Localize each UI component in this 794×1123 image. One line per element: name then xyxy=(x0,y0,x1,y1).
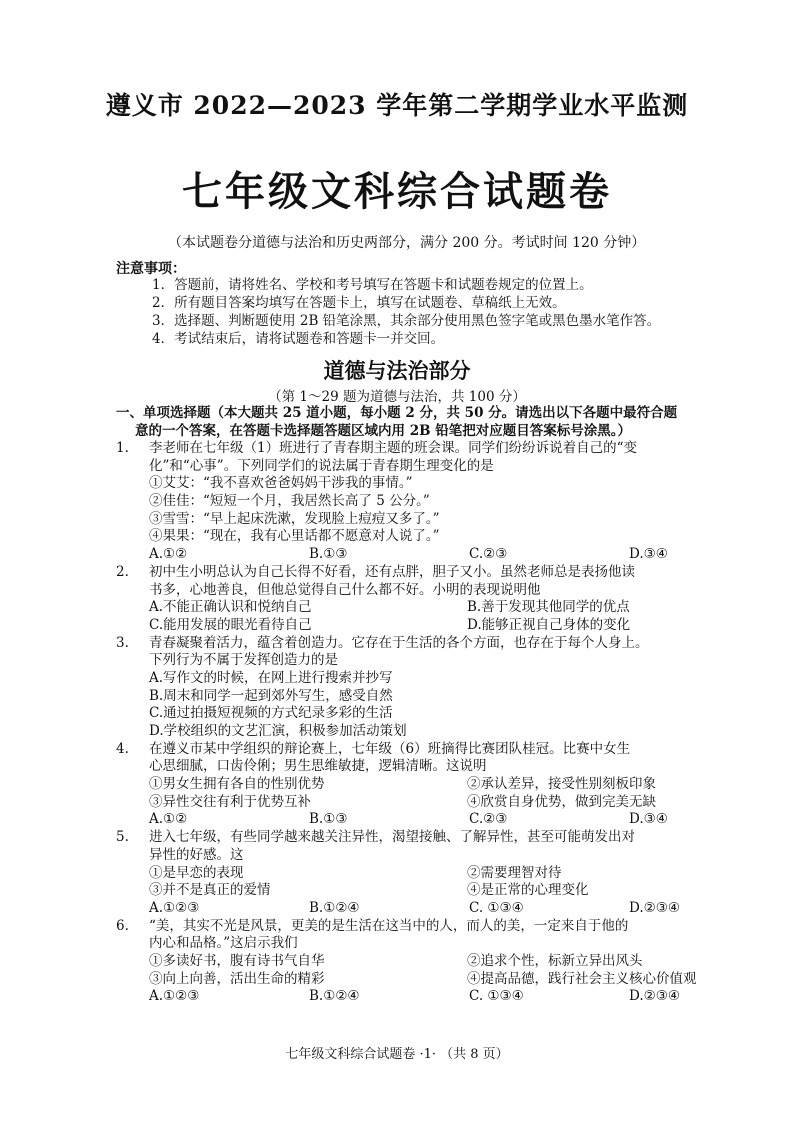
question-3 xyxy=(116,635,736,741)
option-statement: ①男女生拥有各自的性别优势 xyxy=(149,776,325,793)
question-text-line: 心思细腻，口齿伶俐；男生思维敏捷，逻辑清晰。这说明 xyxy=(149,758,487,775)
part-instructions xyxy=(116,404,716,440)
question-text-line: 内心和品格。”这启示我们 xyxy=(149,935,298,952)
question-text-line: 异性的好感。这 xyxy=(149,846,244,863)
question-text-line: 进入七年级，有些同学越来越关注异性，渴望接触、了解异性，甚至可能萌发出对 xyxy=(149,829,635,846)
answer-option: D.③④ xyxy=(629,811,668,828)
answer-option: D.③④ xyxy=(629,546,668,563)
notes-list xyxy=(152,276,752,348)
option-statement: ②追求个性，标新立异出风头 xyxy=(467,952,643,969)
question-text-line: 下列行为不属于发挥创造力的是 xyxy=(149,652,338,669)
option-statement: D.能够正视自己身体的变化 xyxy=(467,616,631,633)
question-text-line: D.学校组织的文艺汇演，积极参加活动策划 xyxy=(149,723,407,739)
question-1 xyxy=(116,440,736,564)
question-list xyxy=(116,440,736,1006)
question-text-line: B.周末和同学一起到郊外写生，感受自然 xyxy=(149,687,393,704)
option-statement: ④是正常的心理变化 xyxy=(467,882,589,899)
section-subtitle: （第 1～29 题为道德与法治，共 100 分） xyxy=(268,389,526,405)
answer-option: D.②③④ xyxy=(629,988,680,1005)
notes-item: 4．考试结束后，请将试题卷和答题卡一并交回。 xyxy=(152,331,445,347)
option-row xyxy=(149,882,736,900)
question-number: 2. xyxy=(116,563,129,580)
answer-options xyxy=(149,900,736,918)
question-text-line: ④果果：“现在，我有心里话都不愿意对人说了。” xyxy=(149,528,440,545)
answer-option: A.①② xyxy=(149,811,188,828)
answer-option: A.①② xyxy=(149,546,188,563)
question-text-line: ③雪雪：“早上起床洗漱，发现脸上痘痘又多了。” xyxy=(149,510,440,527)
option-statement: ③向上向善，活出生命的精彩 xyxy=(149,970,325,987)
question-text-line: A.写作文的时候，在网上进行搜索并抄写 xyxy=(149,669,393,686)
option-row xyxy=(149,776,736,794)
answer-options xyxy=(149,546,736,564)
option-statement: A.不能正确认识和悦纳自己 xyxy=(149,599,312,616)
answer-option: B.①②④ xyxy=(309,899,360,916)
question-2 xyxy=(116,564,736,635)
page-footer: 七年级文科综合试题卷 ·1· （共 8 页） xyxy=(285,1047,509,1062)
exam-title: 七年级文科综合试题卷 xyxy=(182,168,612,215)
answer-options xyxy=(149,988,736,1006)
question-5 xyxy=(116,829,736,917)
answer-option: A.①②③ xyxy=(149,988,200,1005)
question-text-line: ②佳佳：“短短一个月，我居然长高了 5 公分。” xyxy=(149,493,430,510)
question-text-line: 书多，心地善良，但他总觉得自己什么都不好。小明的表现说明他 xyxy=(149,581,541,598)
option-statement: ①是早恋的表现 xyxy=(149,864,244,881)
question-text-line: 青春凝聚着活力，蕴含着创造力。它存在于生活的各个方面，也存在于每个人身上。 xyxy=(149,634,649,651)
question-text-line: “美，其实不光是风景，更美的是生活在这当中的人，而人的美，一定来自于他的 xyxy=(149,917,629,934)
question-text-line: 化”和“心事”。下列同学们的说法属于青春期生理变化的是 xyxy=(149,457,494,474)
question-text-line: 李老师在七年级（1）班进行了青春期主题的班会课。同学们纷纷诉说着自己的“变 xyxy=(149,440,637,456)
option-statement: B.善于发现其他同学的优点 xyxy=(467,599,630,616)
answer-option: C. ①③④ xyxy=(469,899,524,916)
part-instruction-line: 意的一个答案，在答题卡选择题答题区域内用 2B 铅笔把对应题目答案标号涂黑。） xyxy=(135,423,631,439)
option-row xyxy=(149,794,736,812)
notes-title: 注意事项： xyxy=(116,261,186,277)
question-6 xyxy=(116,918,736,1006)
option-row xyxy=(149,599,736,617)
option-statement: ②承认差异，接受性别刻板印象 xyxy=(467,776,656,793)
question-number: 1. xyxy=(116,440,129,456)
answer-options xyxy=(149,811,736,829)
section-title: 道德与法治部分 xyxy=(323,358,471,383)
answer-option: B.①③ xyxy=(309,546,348,563)
option-row xyxy=(149,617,736,635)
option-row xyxy=(149,953,736,971)
answer-option: B.①②④ xyxy=(309,988,360,1005)
notes-item: 1．答题前，请将姓名、学校和考号填写在答题卡和试题卷规定的位置上。 xyxy=(152,277,593,293)
option-row xyxy=(149,865,736,883)
notes-item: 2．所有题目答案均填写在答题卡上，填写在试题卷、草稿纸上无效。 xyxy=(152,295,566,311)
answer-option: B.①③ xyxy=(309,811,348,828)
exam-note: （本试题卷分道德与法治和历史两部分，满分 200 分。考试时间 120 分钟） xyxy=(168,235,646,251)
option-statement: ④欣赏自身优势，做到完美无缺 xyxy=(467,793,656,810)
answer-option: C.②③ xyxy=(469,811,508,828)
question-number: 5. xyxy=(116,829,129,846)
notes-item: 3．选择题、判断题使用 2B 铅笔涂黑，其余部分使用黑色签字笔或黑色墨水笔作答。 xyxy=(152,313,661,329)
question-text-line: C.通过拍摄短视频的方式纪录多彩的生活 xyxy=(149,705,393,722)
question-number: 3. xyxy=(116,634,129,651)
question-text-line: 初中生小明总认为自己长得不好看，还有点胖，胆子又小。虽然老师总是表扬他读 xyxy=(149,563,635,580)
question-4 xyxy=(116,741,736,829)
question-number: 4. xyxy=(116,740,129,757)
option-statement: ②需要理智对待 xyxy=(467,864,562,881)
exam-header: 遵义市 2022—2023 学年第二学期学业水平监测 xyxy=(105,91,689,120)
question-number: 6. xyxy=(116,917,129,934)
answer-option: D.②③④ xyxy=(629,899,680,916)
option-statement: C.能用发展的眼光看待自己 xyxy=(149,616,312,633)
question-text-line: ①艾艾：“我不喜欢爸爸妈妈干涉我的事情。” xyxy=(149,475,413,492)
question-text-line: 在遵义市某中学组织的辩论赛上，七年级（6）班摘得比赛团队桂冠。比赛中女生 xyxy=(149,740,631,757)
option-statement: ③异性交往有利于优势互补 xyxy=(149,793,311,810)
option-statement: ③并不是真正的爱情 xyxy=(149,882,271,899)
option-statement: ④提高品德，践行社会主义核心价值观 xyxy=(467,970,697,987)
answer-option: C.②③ xyxy=(469,546,508,563)
part-instruction-line: 一、单项选择题（本大题共 25 道小题，每小题 2 分，共 50 分。请选出以下各题中最符合题 xyxy=(116,405,678,421)
answer-option: C. ①③④ xyxy=(469,988,524,1005)
answer-option: A.①②③ xyxy=(149,899,200,916)
option-row xyxy=(149,971,736,989)
option-statement: ①多读好书，腹有诗书气自华 xyxy=(149,952,325,969)
